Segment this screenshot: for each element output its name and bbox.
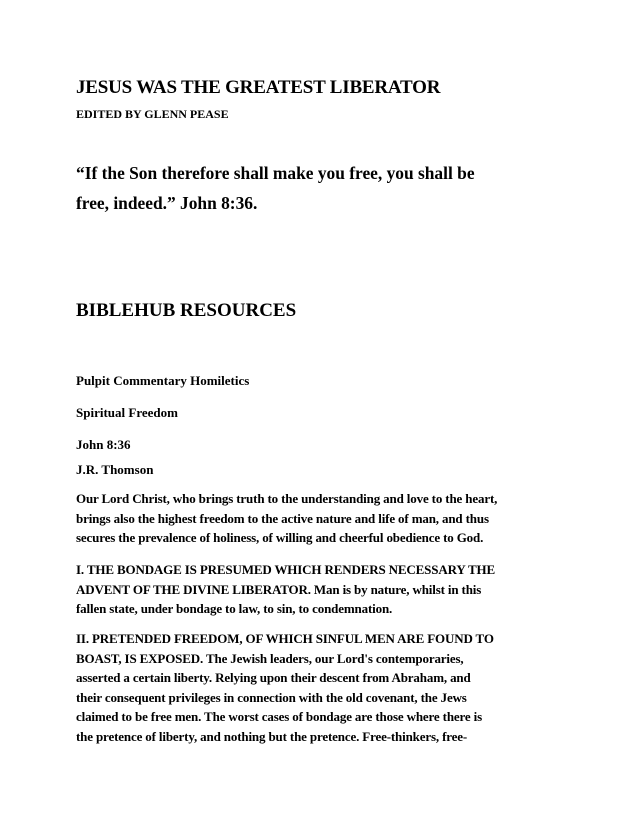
paragraph-line: claimed to be free men. The worst cases of bondage are those where there is xyxy=(76,709,483,724)
verse-line: free, indeed.” John 8:36. xyxy=(76,193,258,213)
paragraph-line: ADVENT OF THE DIVINE LIBERATOR. Man is by nature, whilst in this xyxy=(76,581,482,597)
document-title: JESUS WAS THE GREATEST LIBERATOR xyxy=(76,77,441,98)
sermon-title: Spiritual Freedom xyxy=(76,405,178,420)
paragraph-line: asserted a certain liberty. Relying upon their descent from Abraham, and xyxy=(76,670,471,685)
section-heading: BIBLEHUB RESOURCES xyxy=(76,300,297,321)
document-subtitle: EDITED BY GLENN PEASE xyxy=(76,107,229,121)
body-paragraph xyxy=(76,489,568,548)
verse-line: “If the Son therefore shall make you free, you shall be xyxy=(76,163,475,183)
paragraph-line: brings also the highest freedom to the active nature and life of man, and thus xyxy=(76,510,489,526)
paragraph-line: secures the prevalence of holiness, of willing and cheerful obedience to God. xyxy=(76,530,484,545)
scripture-verse xyxy=(76,158,568,218)
paragraph-line: II. PRETENDED FREEDOM, OF WHICH SINFUL MEN ARE FOUND TO xyxy=(76,631,494,646)
paragraph-line: the pretence of liberty, and nothing but the pretence. Free-thinkers, free- xyxy=(76,728,468,744)
paragraph-line: I. THE BONDAGE IS PRESUMED WHICH RENDERS NECESSARY THE xyxy=(76,562,495,577)
paragraph-line: their consequent privileges in connection with the old covenant, the Jews xyxy=(76,689,467,705)
paragraph-line: fallen state, under bondage to law, to sin, to condemnation. xyxy=(76,601,393,616)
paragraph-line: Our Lord Christ, who brings truth to the understanding and love to the heart, xyxy=(76,491,498,506)
source-label: Pulpit Commentary Homiletics xyxy=(76,373,250,388)
author-name: J.R. Thomson xyxy=(76,462,154,477)
body-paragraph xyxy=(76,629,568,746)
body-paragraph xyxy=(76,560,568,619)
scripture-reference: John 8:36 xyxy=(76,437,131,452)
paragraph-line: BOAST, IS EXPOSED. The Jewish leaders, our Lord's contemporaries, xyxy=(76,650,464,666)
